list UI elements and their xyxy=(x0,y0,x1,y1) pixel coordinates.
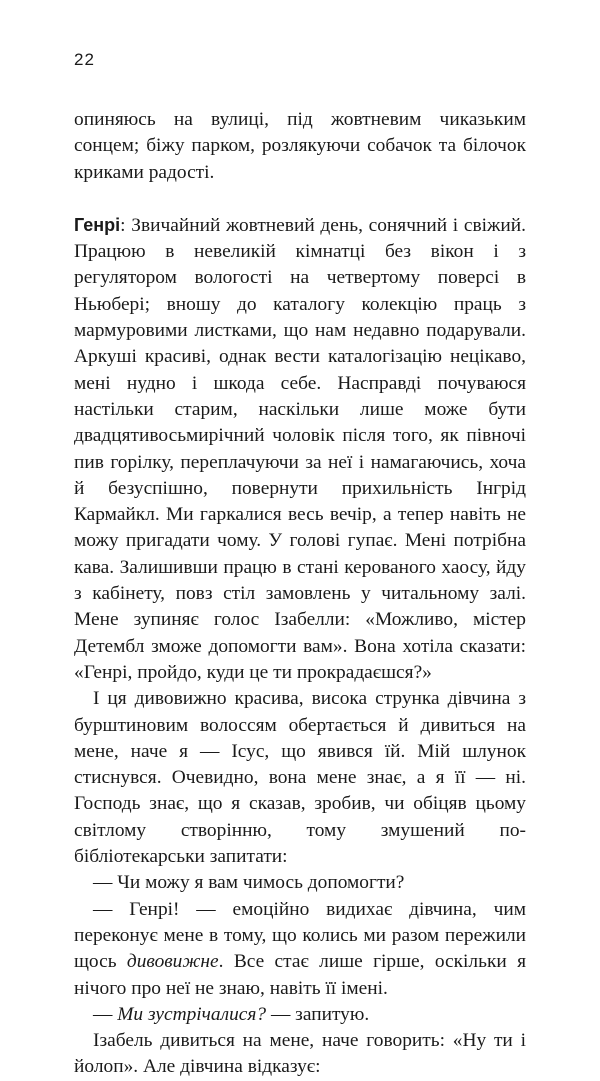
paragraph-1: опиняюсь на вулиці, під жовтневим чиказьким сонцем; біжу парком, розлякуючи собачок та білочок криками радості. xyxy=(74,109,526,183)
paragraph-7: Ізабель дивиться на мене, наче говорить: «Ну ти і йолоп». Але дівчина відказує: xyxy=(74,1030,526,1078)
page-number: 22 xyxy=(74,50,95,69)
dialogue-line-2-emphasis: дивовижне xyxy=(126,951,219,973)
paragraph-2-text: : Звичайний жовтневий день, сонячний і свіжий. Працюю в невеликій кімнатці без вікон і з регулятором вологості на четвертому поверсі в Ньюбері; вношу до каталогу колекцію праць з мармуровими листками, що нам недавно подарували. Аркуші красиві, однак вести каталогізацію нецікаво, мені нудно і шкода себе. Насправді почуваюся настільки старим, наскільки лише може бути двадцятивосьмирічний чоловік після того, як півночі пив горілку, переплачуючи за неї і намагаючись, хоча й безуспішно, повернути прихильність Інгрід Кармайкл. Ми гаркалися весь вечір, а тепер навіть не можу пригадати чому. У голові гупає. Мені потрібна кава. Залишивши працю в стані керованого хаосу, йду з кабінету, повз стіл замовлень у читальному залі. Мене зупиняє голос Ізабелли: «Можливо, містер Детембл зможе допомогти вам». Вона хотіла сказати: «Генрі, пройдо, куди це ти прокрадаєшся?» xyxy=(74,214,526,683)
dialogue-line-3-a: — xyxy=(93,1003,118,1025)
dialogue-line-2-b: . Все стає лише гірше, оскільки я нічого про неї не знаю, навіть її імені. xyxy=(74,951,526,999)
body-text xyxy=(74,107,526,1081)
dialogue-line-1: — Чи можу я вам чимось допомогти? xyxy=(93,872,405,894)
paragraph-gap xyxy=(74,186,526,212)
dialogue-line-3-b: — запитую. xyxy=(266,1003,370,1025)
paragraph-2 xyxy=(74,212,526,686)
dialogue-line-3 xyxy=(74,1002,526,1028)
dialogue-line-2-a: — Генрі! — емоційно видихає дівчина, чим переконує мене в тому, що колись ми разом пережили щось xyxy=(74,898,526,973)
dialogue-line-3-emphasis: Ми зустрічалися? xyxy=(117,1003,267,1025)
dialogue-line-2 xyxy=(74,897,526,1002)
speaker-name: Генрі xyxy=(74,214,121,235)
paragraph-3: І ця дивовижно красива, висока струнка дівчина з бурштиновим волоссям обертається й дивиться на мене, наче я — Ісус, що явився їй. Мій шлунок стиснувся. Очевидно, вона мене знає, а я її — ні. Господь знає, що я сказав, зробив, чи обіцяв цьому світлому створінню, тому змушений по-бібліотекарськи запитати: xyxy=(74,688,526,868)
